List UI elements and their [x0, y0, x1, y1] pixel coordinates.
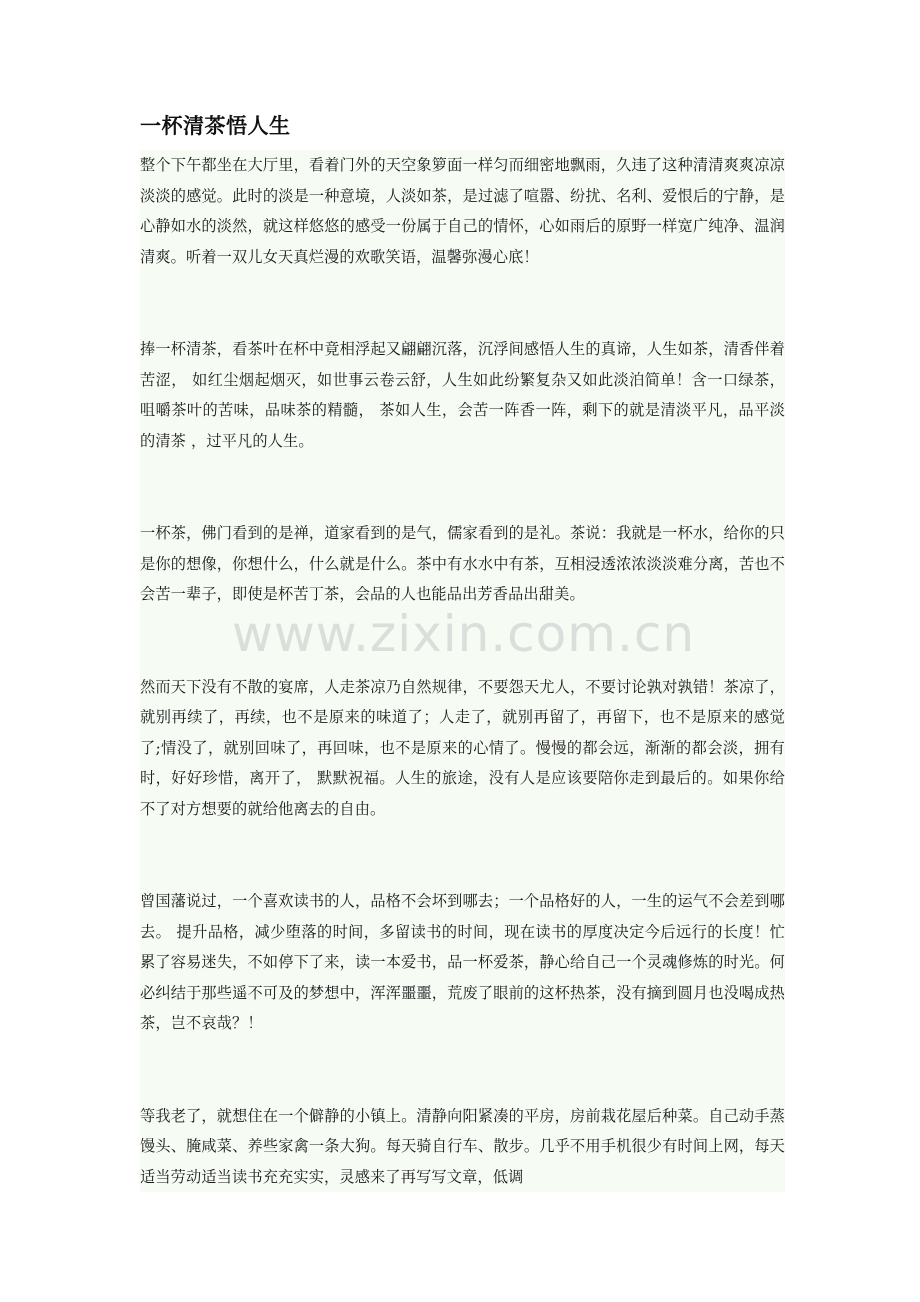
- article-title: 一杯清茶悟人生: [140, 113, 291, 138]
- paragraph-gap: [140, 272, 785, 334]
- paragraph-3: 一杯茶，佛门看到的是禅，道家看到的是气，儒家看到的是礼。茶说：我就是一杯水，给你的只是你的想像，你想什么，什么就是什么。茶中有水水中有茶，互相浸透浓浓淡淡难分离，苦也不会苦一辈子，即使是杯苦丁茶，会品的人也能品出芳香品出甜美。: [140, 524, 785, 603]
- paragraph-4: 然而天下没有不散的宴席，人走茶凉乃自然规律，不要怨天尤人，不要讨论孰对孰错！茶凉了，就别再续了，再续，也不是原来的味道了；人走了，就别再留了，再留下，也不是原来的感觉了;情没了，就别回味了，再回味，也不是原来的心情了。慢慢的都会远，渐渐的都会淡，拥有时，好好珍惜，离开了， 默默祝福。人生的旅途，没有人是应该要陪你走到最后的。如果你给不了对方想要的就给他离去的自由。: [140, 677, 785, 818]
- paragraph-2: 捧一杯清茶，看茶叶在杯中竟相浮起又翩翩沉落，沉浮间感悟人生的真谛，人生如茶，清香伴着苦涩， 如红尘烟起烟灭，如世事云卷云舒，人生如此纷繁复杂又如此淡泊简单！含一口绿茶，咀嚼茶叶的苦味，品味茶的精髓， 茶如人生，会苦一阵香一阵，剩下的就是清淡平凡，品平淡的清茶 ，过平凡的人生。: [140, 340, 785, 450]
- paragraph-gap: [140, 456, 785, 518]
- paragraph-gap: [140, 824, 785, 886]
- paragraph-6: 等我老了，就想住在一个僻静的小镇上。清静向阳紧凑的平房，房前栽花屋后种菜。自己动手蒸馒头、腌咸菜、养些家禽一条大狗。每天骑自行车、散步。几乎不用手机很少有时间上网，每天适当劳动适当读书充充实实，灵感来了再写写文章，低调: [140, 1106, 785, 1186]
- watermark-text: www.zixin.com.cn: [232, 605, 696, 663]
- paragraph-gap: [140, 1039, 785, 1101]
- paragraph-5: 曾国藩说过，一个喜欢读书的人，品格不会坏到哪去；一个品格好的人，一生的运气不会差到哪去。 提升品格，减少堕落的时间，多留读书的时间，现在读书的厚度决定今后远行的长度！忙累了容易迷失，不如停下了来，读一本爱书，品一杯爱茶，静心给自己一个灵魂修炼的时光。何必纠结于那些遥不可及的梦想中，浑浑噩噩，荒废了眼前的这杯热茶，没有摘到圆月也没喝成热茶，岂不哀哉？！: [140, 892, 785, 1032]
- paragraph-gap: [140, 610, 785, 672]
- article-body: [140, 150, 785, 1192]
- document-page: [140, 112, 785, 1192]
- paragraph-1: 整个下午都坐在大厅里，看着门外的天空象箩面一样匀而细密地飘雨，久违了这种清清爽爽凉凉淡淡的感觉。此时的淡是一种意境，人淡如茶，是过滤了喧嚣、纷扰、名利、爱恨后的宁静，是心静如水的淡然，就这样悠悠的感受一份属于自己的情怀，心如雨后的原野一样宽广纯净、温润清爽。听着一双儿女天真烂漫的欢歌笑语，温馨弥漫心底！: [140, 156, 785, 266]
